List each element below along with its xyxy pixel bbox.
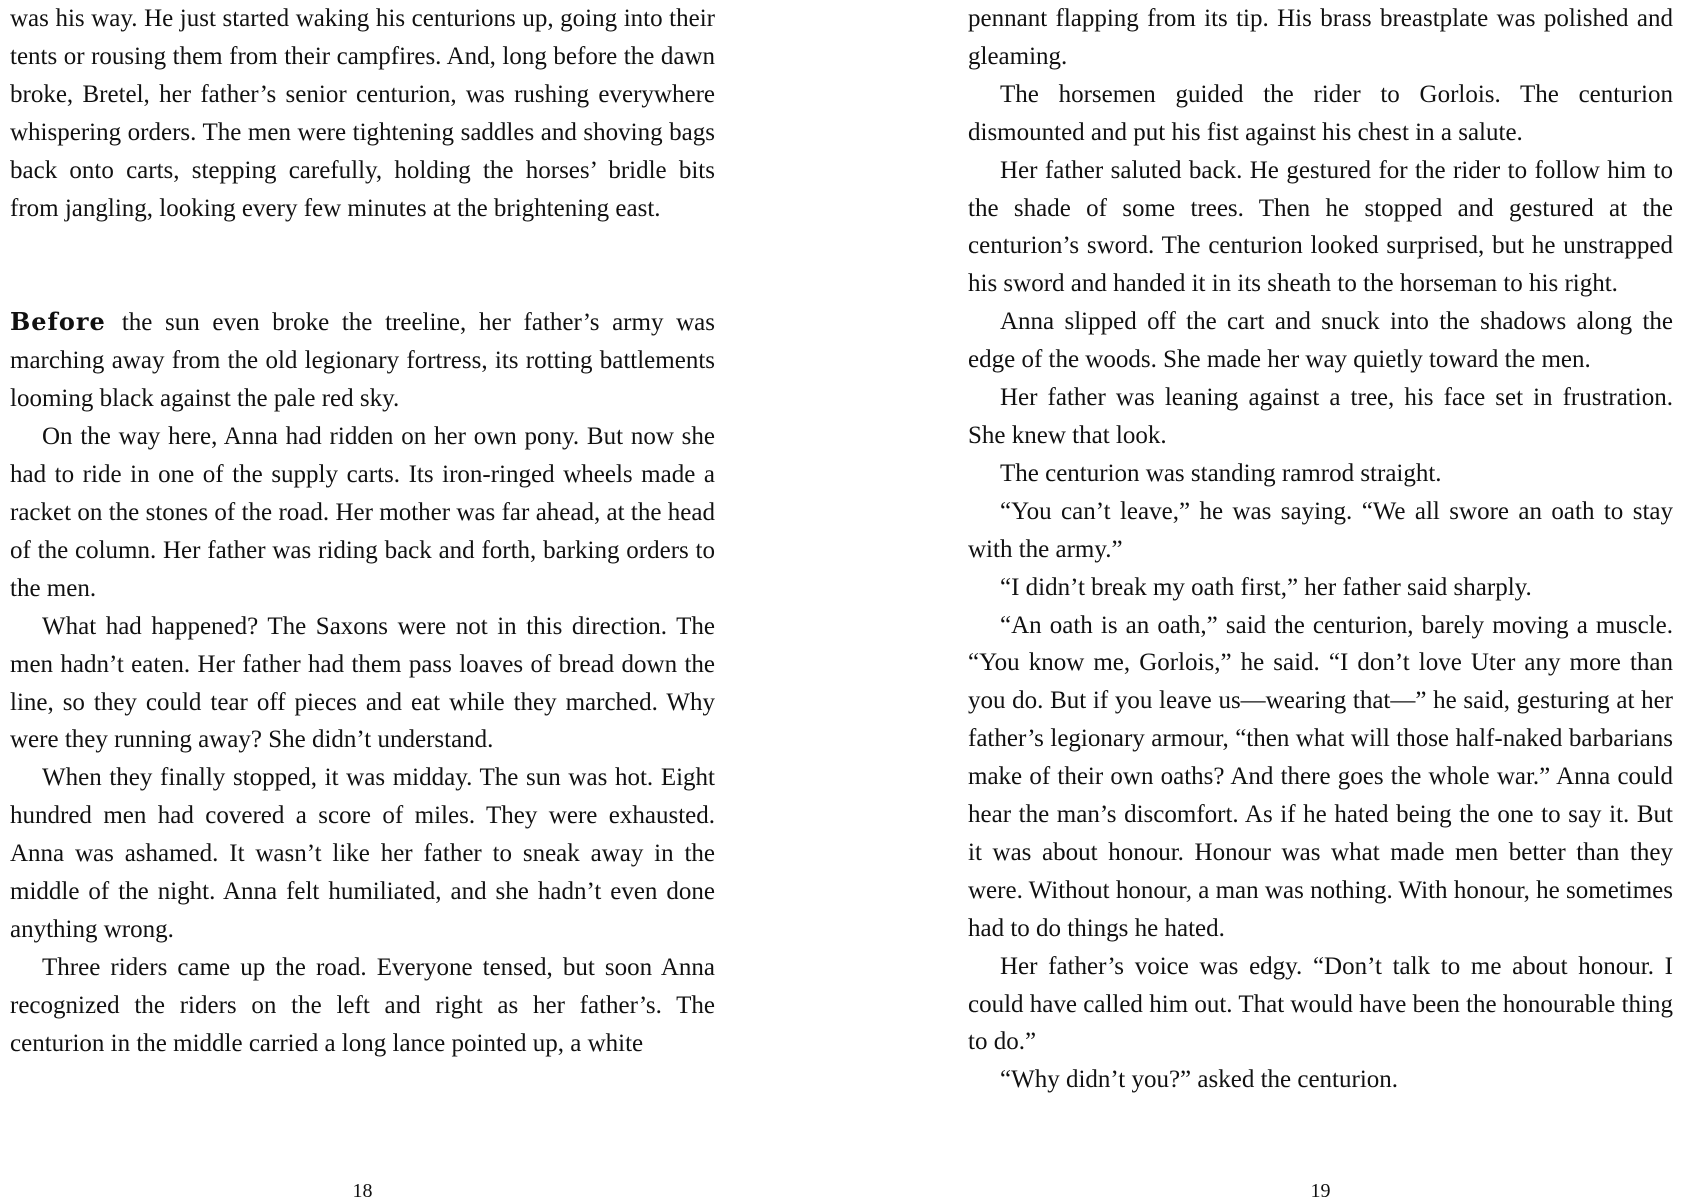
left-paragraph: What had happened? The Saxons were not in this direction. The men hadn’t eaten. Her father had them pass loaves of bread down the line, so they could tear off pieces and eat while they marched. Why were they running away? She didn’t understand. xyxy=(10,612,715,754)
section-opening-text: the sun even broke the treeline, her father’s army was marching away from the old legionary fortress, its rotting battlements looming black against the pale red sky. xyxy=(10,309,715,413)
page-number-right: 19 xyxy=(1310,1180,1331,1202)
right-paragraph: “An oath is an oath,” said the centurion, barely moving a muscle. “You know me, Gorlois,” he said. “I don’t love Uter any more than you do. But if you leave us—wearing that—” he said, gesturing at her father’s legionary armour, “then what will those half-naked barbarians make of their own oaths? And there goes the whole war.” Anna could hear the man’s discomfort. As if he hated being the one to say it. But it was about honour. Honour was what made men better than they were. Without honour, a man was nothing. With honour, he sometimes had to do things he hated. xyxy=(968,611,1673,942)
right-paragraph: The horsemen guided the rider to Gorlois. The centurion dismounted and put his fist against his chest in a salute. xyxy=(968,80,1673,146)
right-paragraph: Her father was leaning against a tree, his face set in frustration. She knew that look. xyxy=(968,384,1673,449)
right-page xyxy=(968,0,1673,1200)
right-paragraph: Her father saluted back. He gestured for the rider to follow him to the shade of some trees. Then he stopped and gestured at the centurion’s sword. The centurion looked surprised, but he unstrapped his sword and handed it in its sheath to the horseman to his right. xyxy=(968,156,1673,298)
left-paragraph: Three riders came up the road. Everyone tensed, but soon Anna recognized the riders on the left and right as her father’s. The centurion in the middle carried a long lance pointed up, a white xyxy=(10,953,715,1057)
right-paragraph: “You can’t leave,” he was saying. “We all swore an oath to stay with the army.” xyxy=(968,497,1673,563)
section-opening-paragraph xyxy=(10,303,715,418)
section-break xyxy=(10,227,715,303)
right-paragraph: “Why didn’t you?” asked the centurion. xyxy=(1000,1066,1399,1094)
left-paragraph: When they finally stopped, it was midday. The sun was hot. Eight hundred men had covered a score of miles. They were exhausted. Anna was ashamed. It wasn’t like her father to sneak away in the middle of the night. Anna felt humiliated, and she hadn’t even done anything wrong. xyxy=(10,764,715,943)
left-paragraph: On the way here, Anna had ridden on her own pony. But now she had to ride in one of the supply carts. Its iron-ringed wheels made a racket on the stones of the road. Her mother was far ahead, at the head of the column. Her father was riding back and forth, barking orders to the men. xyxy=(10,423,715,602)
section-opening-word: Before xyxy=(10,307,106,337)
right-page-text xyxy=(968,0,1673,1099)
right-paragraph: Her father’s voice was edgy. “Don’t talk to me about honour. I could have called him out. That would have been the honourable thing to do.” xyxy=(968,952,1673,1056)
right-paragraph: “I didn’t break my oath first,” her father said sharply. xyxy=(1000,573,1532,601)
right-paragraph-continuation: pennant flapping from its tip. His brass breastplate was polished and gleaming. xyxy=(968,5,1673,70)
right-paragraph: The centurion was standing ramrod straight. xyxy=(1000,459,1442,487)
left-paragraph-continuation: was his way. He just started waking his centurions up, going into their tents or rousing them from their campfires. And, long before the dawn broke, Bretel, her father’s senior centurion, was rushing everywhere whispering orders. The men were tightening saddles and shoving bags back onto carts, stepping carefully, holding the horses’ bridle bits from jangling, looking every few minutes at the brightening east. xyxy=(10,5,715,222)
left-page-text xyxy=(10,0,715,1063)
left-page xyxy=(10,0,715,1200)
page-number-left: 18 xyxy=(352,1180,373,1202)
right-paragraph: Anna slipped off the cart and snuck into the shadows along the edge of the woods. She made her way quietly toward the men. xyxy=(968,308,1673,374)
